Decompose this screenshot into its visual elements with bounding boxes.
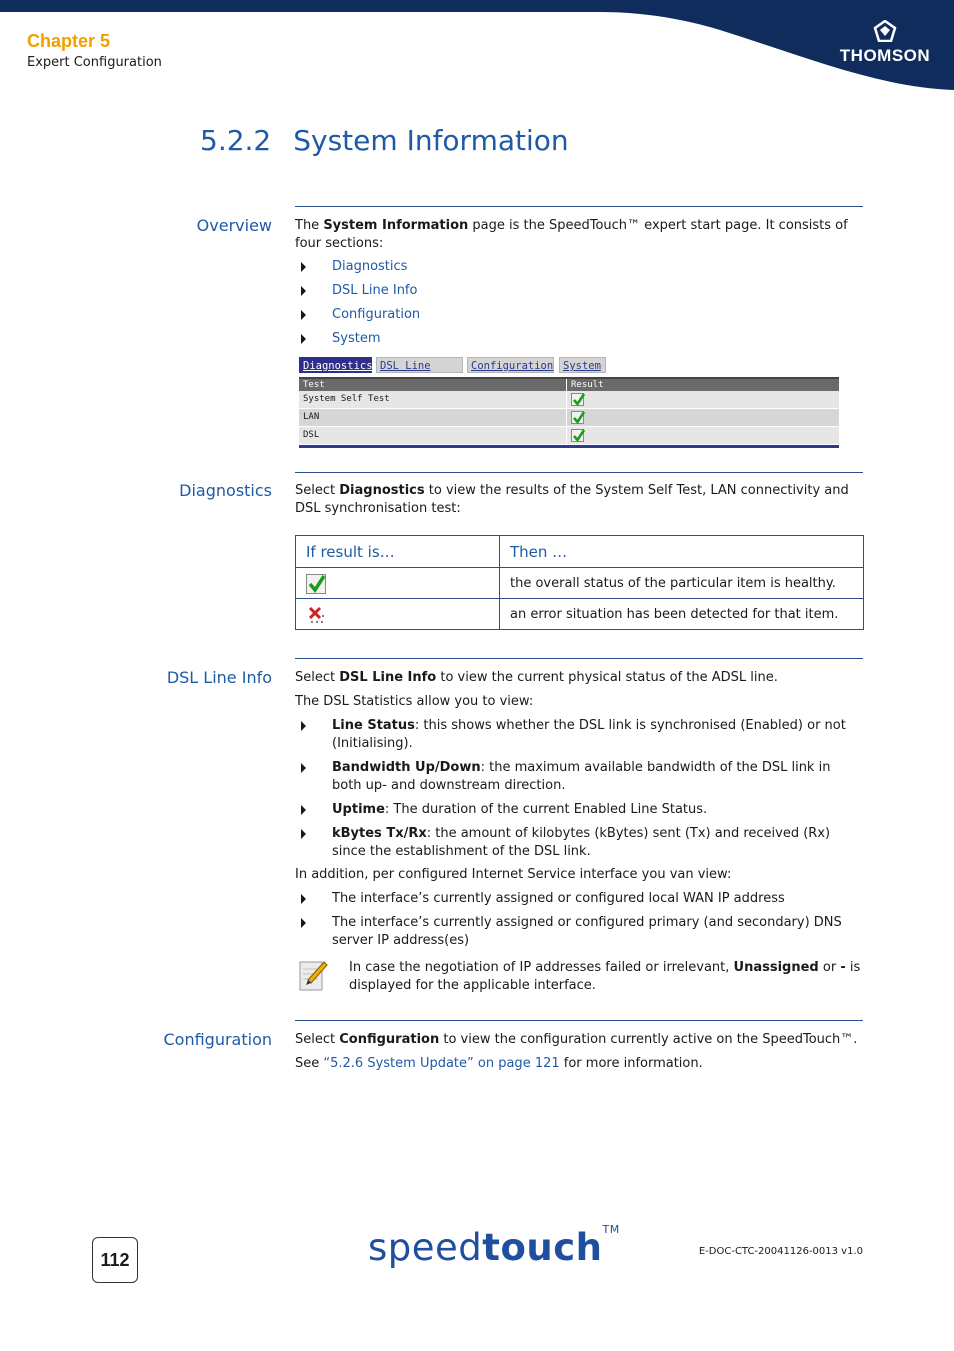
- mini-results-table: [299, 377, 839, 448]
- table-header-row: [296, 536, 864, 568]
- link-system[interactable]: System: [332, 331, 381, 346]
- section-divider: [295, 206, 863, 207]
- dsl-stats-intro: The DSL Statistics allow you to view:: [295, 694, 534, 709]
- section-divider: [295, 472, 863, 473]
- note-post: is displayed for the applicable interface.: [349, 960, 861, 993]
- overview-heading: Overview: [196, 216, 272, 235]
- thomson-logo: [830, 20, 940, 66]
- dsl-isp-list: [295, 890, 863, 956]
- bullet-arrow-icon: [301, 310, 306, 320]
- bullet-arrow-icon: [301, 829, 306, 839]
- isp-item-text: The interface’s currently assigned or configured local WAN IP address: [332, 891, 785, 906]
- list-item[interactable]: [295, 330, 863, 348]
- brand-bold: touch: [482, 1226, 603, 1269]
- result-meaning-table: [295, 535, 864, 630]
- section-title-text: System Information: [293, 124, 569, 157]
- diagnostics-text-pre: Select: [295, 483, 340, 498]
- stat-desc: : the maximum available bandwidth of the DSL link in both up- and downstream direction.: [332, 760, 831, 793]
- see-post: for more information.: [559, 1056, 703, 1071]
- note-bold-dash: -: [840, 960, 846, 975]
- dsl-stats-list: [295, 717, 863, 867]
- link-configuration[interactable]: Configuration: [332, 307, 421, 322]
- list-item: [295, 890, 863, 908]
- check-icon: [306, 574, 326, 594]
- stat-term: Uptime: [332, 802, 385, 817]
- list-item: [295, 717, 863, 753]
- mini-table-header: [299, 377, 839, 391]
- list-item: [295, 914, 863, 950]
- see-pre: See: [295, 1056, 324, 1071]
- list-item[interactable]: [295, 306, 863, 324]
- bullet-arrow-icon: [301, 334, 306, 344]
- list-item[interactable]: [295, 282, 863, 300]
- speedtouch-logo: [368, 1222, 620, 1269]
- mini-row-label: System Self Test: [299, 391, 567, 408]
- overview-intro-bold: System Information: [323, 218, 469, 233]
- dsl-isp-intro: In addition, per configured Internet Service interface you van view:: [295, 867, 732, 882]
- configuration-text-pre: Select: [295, 1032, 340, 1047]
- mini-col-test: Test: [299, 379, 567, 391]
- system-information-screenshot: [299, 357, 839, 450]
- bullet-arrow-icon: [301, 918, 306, 928]
- list-item[interactable]: [295, 258, 863, 276]
- mini-tab-dsl-line-info: DSL Line: [376, 357, 463, 373]
- link-diagnostics[interactable]: Diagnostics: [332, 259, 408, 274]
- link-dsl-line-info[interactable]: DSL Line Info: [332, 283, 418, 298]
- check-icon: [571, 393, 584, 406]
- error-cross-icon: [306, 605, 328, 625]
- table-row: [299, 409, 839, 427]
- diagnostics-text: [295, 482, 863, 518]
- check-icon: [571, 411, 584, 424]
- table-row: [296, 568, 864, 599]
- stat-term: Bandwidth Up/Down: [332, 760, 481, 775]
- section-divider: [295, 658, 863, 659]
- brand-tm: TM: [602, 1222, 620, 1236]
- chapter-subtitle: Expert Configuration: [27, 55, 162, 70]
- configuration-text-post: to view the configuration currently active on the SpeedTouch™.: [439, 1032, 858, 1047]
- document-reference: E-DOC-CTC-20041126-0013 v1.0: [698, 1246, 863, 1257]
- mini-tab-system: System: [559, 357, 606, 373]
- bullet-arrow-icon: [301, 763, 306, 773]
- table-row: [299, 427, 839, 445]
- header-band: [0, 0, 954, 95]
- bullet-arrow-icon: [301, 721, 306, 731]
- chapter-label: Chapter 5: [27, 31, 111, 51]
- list-item: [295, 825, 863, 861]
- brand-light: speed: [368, 1226, 483, 1269]
- dsl-text-post: to view the current physical status of the ADSL line.: [436, 670, 778, 685]
- configuration-text: [295, 1031, 863, 1049]
- mini-row-label: LAN: [299, 409, 567, 426]
- page-number: 112: [92, 1237, 138, 1283]
- mini-row-label: DSL: [299, 427, 567, 444]
- bullet-arrow-icon: [301, 262, 306, 272]
- note-mid: or: [818, 960, 841, 975]
- dsl-text-pre: Select: [295, 670, 340, 685]
- result-meaning-text: the overall status of the particular item is healthy.: [500, 568, 864, 599]
- dsl-text: [295, 669, 863, 687]
- check-icon: [571, 429, 584, 442]
- configuration-see-also: [295, 1055, 863, 1073]
- section-divider: [295, 1020, 863, 1021]
- mini-tab-diagnostics: Diagnostics: [299, 357, 372, 373]
- note-bold-unassigned: Unassigned: [733, 960, 819, 975]
- dsl-heading: DSL Line Info: [166, 668, 272, 687]
- list-item: [295, 801, 863, 819]
- bullet-arrow-icon: [301, 894, 306, 904]
- list-item: [295, 759, 863, 795]
- isp-item-text: The interface’s currently assigned or configured primary (and secondary) DNS server IP address(es): [332, 915, 842, 948]
- result-meaning-text: an error situation has been detected for that item.: [500, 599, 864, 630]
- diagnostics-heading: Diagnostics: [179, 481, 272, 500]
- result-icon-cell: [296, 568, 500, 599]
- configuration-heading: Configuration: [163, 1030, 272, 1049]
- mini-tab-configuration: Configuration: [467, 357, 554, 373]
- diagnostics-text-post: to view the results of the System Self Test, LAN connectivity and DSL synchronisation test:: [295, 483, 849, 516]
- table-row: [299, 391, 839, 409]
- system-update-link[interactable]: “5.2.6 System Update” on page 121: [323, 1056, 560, 1071]
- note-pre: In case the negotiation of IP addresses failed or irrelevant,: [349, 960, 734, 975]
- bullet-arrow-icon: [301, 805, 306, 815]
- mini-col-result: Result: [571, 380, 604, 390]
- section-title: [200, 124, 569, 157]
- table-row: [296, 599, 864, 630]
- overview-intro-pre: The: [295, 218, 324, 233]
- thomson-wordmark: THOMSON: [839, 46, 931, 65]
- stat-desc: : this shows whether the DSL link is synchronised (Enabled) or not (Initialising).: [332, 718, 846, 751]
- thomson-emblem-icon: [873, 20, 897, 42]
- section-number: 5.2.2: [200, 124, 272, 157]
- overview-intro-post: page is the SpeedTouch™ expert start page. It consists of four sections:: [295, 218, 848, 251]
- stat-desc: : the amount of kilobytes (kBytes) sent (Tx) and received (Rx) since the establishment of the DSL link.: [332, 826, 831, 859]
- diagnostics-text-bold: Diagnostics: [339, 483, 425, 498]
- col-if-result: If result is…: [296, 536, 500, 568]
- result-icon-cell: [296, 599, 500, 630]
- overview-intro: [295, 217, 863, 253]
- col-then: Then …: [500, 536, 864, 568]
- stat-desc: : The duration of the current Enabled Line Status.: [384, 802, 708, 817]
- overview-section-list: [295, 258, 863, 354]
- note-pencil-icon: [299, 958, 329, 992]
- dsl-text-bold: DSL Line Info: [339, 670, 437, 685]
- stat-term: Line Status: [332, 718, 415, 733]
- configuration-text-bold: Configuration: [339, 1032, 440, 1047]
- stat-term: kBytes Tx/Rx: [332, 826, 427, 841]
- bullet-arrow-icon: [301, 286, 306, 296]
- note-text: [349, 959, 863, 995]
